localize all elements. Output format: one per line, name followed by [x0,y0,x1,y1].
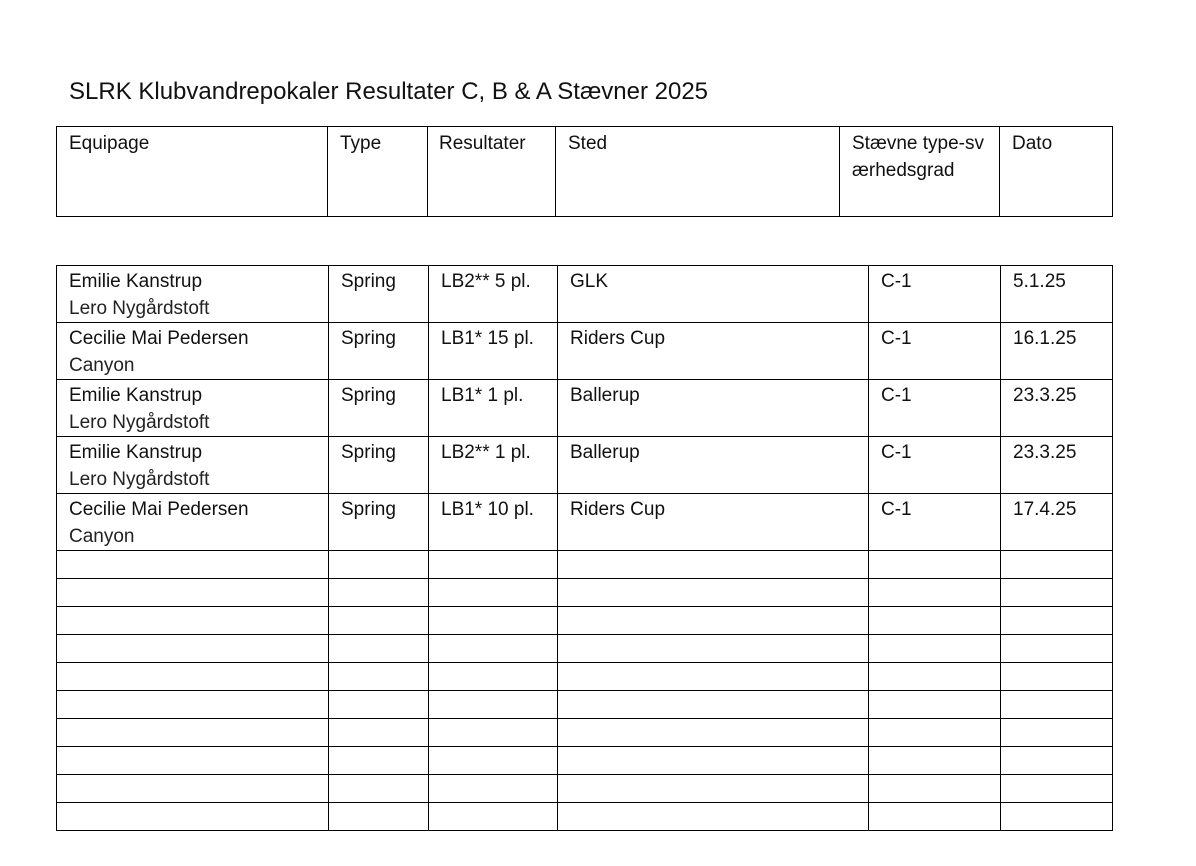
equipage-cell [57,266,329,323]
level-cell: C-1 [869,266,1001,323]
empty-cell [558,635,869,663]
empty-cell [429,691,558,719]
empty-cell [57,663,329,691]
empty-cell [429,607,558,635]
empty-cell [429,775,558,803]
horse-name: Canyon [69,355,135,376]
header-staevne-type: Stævne type-sværhedsgrad [840,127,1000,217]
empty-cell [558,551,869,579]
header-dato: Dato [1000,127,1113,217]
table-row [57,323,1113,380]
empty-row [57,775,1113,803]
rider-name: Cecilie Mai Pedersen [69,328,249,349]
empty-cell [329,663,429,691]
table-row [57,266,1113,323]
date-cell: 23.3.25 [1001,380,1113,437]
empty-cell [57,607,329,635]
empty-cell [429,747,558,775]
table-row [57,494,1113,551]
type-cell: Spring [329,380,429,437]
document-title: SLRK Klubvandrepokaler Resultater C, B & A Stævner 2025 [69,78,709,105]
place-cell: Ballerup [558,380,869,437]
header-sted: Sted [556,127,840,217]
empty-cell [558,803,869,831]
empty-row [57,579,1113,607]
empty-row [57,803,1113,831]
empty-cell [869,747,1001,775]
empty-row [57,719,1113,747]
equipage-cell [57,437,329,494]
empty-cell [1001,551,1113,579]
horse-name: Canyon [69,526,135,547]
type-cell: Spring [329,323,429,380]
level-cell: C-1 [869,437,1001,494]
empty-cell [329,747,429,775]
empty-cell [329,803,429,831]
empty-cell [869,663,1001,691]
header-type: Type [328,127,428,217]
empty-cell [558,747,869,775]
empty-cell [869,719,1001,747]
empty-row [57,607,1113,635]
empty-cell [869,579,1001,607]
empty-cell [1001,635,1113,663]
place-cell: GLK [558,266,869,323]
empty-cell [429,551,558,579]
empty-cell [1001,803,1113,831]
empty-cell [57,635,329,663]
horse-name: Lero Nygårdstoft [69,412,210,433]
header-equipage: Equipage [57,127,328,217]
empty-cell [57,803,329,831]
empty-cell [329,635,429,663]
horse-name: Lero Nygårdstoft [69,298,210,319]
equipage-cell [57,323,329,380]
empty-cell [429,579,558,607]
empty-cell [558,775,869,803]
rider-name: Emilie Kanstrup [69,385,203,406]
result-cell: LB1* 10 pl. [429,494,558,551]
empty-cell [558,691,869,719]
empty-cell [429,803,558,831]
empty-row [57,747,1113,775]
table-row [57,437,1113,494]
empty-cell [329,551,429,579]
empty-cell [429,663,558,691]
empty-cell [429,635,558,663]
empty-row [57,691,1113,719]
horse-name: Lero Nygårdstoft [69,469,210,490]
empty-cell [558,607,869,635]
type-cell: Spring [329,266,429,323]
date-cell: 23.3.25 [1001,437,1113,494]
empty-cell [1001,747,1113,775]
place-cell: Riders Cup [558,323,869,380]
empty-cell [329,691,429,719]
result-cell: LB2** 1 pl. [429,437,558,494]
empty-cell [558,719,869,747]
date-cell: 5.1.25 [1001,266,1113,323]
empty-row [57,663,1113,691]
empty-row [57,551,1113,579]
empty-cell [869,775,1001,803]
result-cell: LB1* 1 pl. [429,380,558,437]
level-cell: C-1 [869,323,1001,380]
empty-cell [558,663,869,691]
header-table [56,126,1113,217]
date-cell: 16.1.25 [1001,323,1113,380]
rider-name: Emilie Kanstrup [69,442,203,463]
rider-name: Cecilie Mai Pedersen [69,499,249,520]
empty-cell [1001,719,1113,747]
rider-name: Emilie Kanstrup [69,271,203,292]
header-resultater: Resultater [428,127,556,217]
empty-cell [57,579,329,607]
equipage-cell [57,380,329,437]
date-cell: 17.4.25 [1001,494,1113,551]
empty-cell [1001,579,1113,607]
empty-cell [1001,607,1113,635]
type-cell: Spring [329,437,429,494]
empty-cell [1001,691,1113,719]
empty-row [57,635,1113,663]
empty-cell [869,691,1001,719]
empty-cell [429,719,558,747]
empty-cell [869,635,1001,663]
empty-cell [1001,663,1113,691]
place-cell: Riders Cup [558,494,869,551]
empty-cell [57,691,329,719]
empty-cell [57,775,329,803]
empty-cell [869,803,1001,831]
type-cell: Spring [329,494,429,551]
empty-cell [57,719,329,747]
empty-cell [869,607,1001,635]
result-cell: LB2** 5 pl. [429,266,558,323]
table-row [57,380,1113,437]
header-row [57,127,1113,217]
empty-cell [558,579,869,607]
empty-cell [329,607,429,635]
empty-cell [869,551,1001,579]
results-table [56,265,1113,831]
level-cell: C-1 [869,494,1001,551]
empty-cell [329,579,429,607]
level-cell: C-1 [869,380,1001,437]
empty-cell [329,719,429,747]
empty-cell [57,747,329,775]
empty-cell [1001,775,1113,803]
empty-cell [329,775,429,803]
empty-cell [57,551,329,579]
equipage-cell [57,494,329,551]
result-cell: LB1* 15 pl. [429,323,558,380]
place-cell: Ballerup [558,437,869,494]
